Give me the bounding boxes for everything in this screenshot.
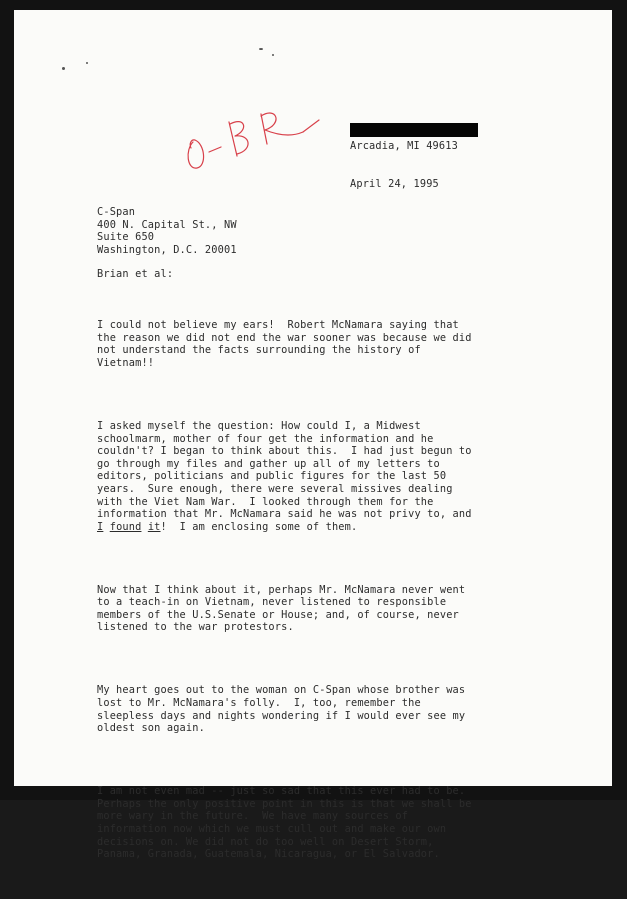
paper-speck [259,48,263,50]
body-line: with the Viet Nam War. I looked through them for the [97,495,434,508]
paper-speck [62,67,65,70]
paper-speck [272,54,274,56]
body-line: Perhaps the only positive point in this is that we shall be [97,797,472,810]
letter-page [14,10,612,861]
paragraph-1 [97,319,472,369]
paper-speck [86,62,88,64]
salutation: Brian et al: [97,268,174,280]
paragraph-4 [97,684,472,734]
address-line: C-Span [97,206,136,218]
address-line: Washington, D.C. 20001 [97,243,237,256]
line-rest: ! I am enclosing some of them. [160,520,358,533]
body-line: information now which we must cull out and make our own [97,822,447,835]
body-line: decisions on. We did not do too well on Desert Storm, [97,835,434,848]
body-line: I could not believe my ears! Robert McNamara saying that [97,319,459,332]
letter-header [350,140,458,190]
body-line-found-it [97,521,472,534]
body-line: years. Sure enough, there were several missives dealing [97,482,453,495]
body-line: Vietnam!! [97,356,155,369]
handwritten-annotation [179,92,329,177]
body-line: the reason we did not end the war sooner was because we did [97,331,472,344]
redacted-sender-name [350,123,478,137]
body-line: I asked myself the question: How could I, a Midwest [97,419,421,432]
body-line: not understand the facts surrounding the history of [97,344,421,357]
body-line: Panama, Granada, Guatemala, Nicaragua, or El Salvador. [97,848,440,861]
letter-date: April 24, 1995 [350,177,439,190]
body-line: My heart goes out to the woman on C-Span whose brother was [97,684,466,697]
body-line: information that Mr. McNamara said he was not privy to, and [97,508,472,521]
recipient-address [97,206,237,256]
letter-body [97,294,472,899]
paragraph-5 [97,785,472,861]
address-line: 400 N. Capital St., NW [97,218,237,231]
body-line: oldest son again. [97,722,205,735]
sender-city: Arcadia, MI 49613 [350,140,458,152]
paragraph-2 [97,420,472,533]
body-line: members of the U.S.Senate or House; and, of course, never [97,608,459,621]
body-line: sleepless days and nights wondering if I would ever see my [97,709,466,722]
body-line: listened to the war protestors. [97,621,294,634]
underlined-word: I [97,520,104,533]
body-line: more wary in the future. We have many sources of [97,810,409,823]
underlined-word: found [109,520,142,533]
body-line: Now that I think about it, perhaps Mr. McNamara never went [97,583,466,596]
address-line: Suite 650 [97,231,155,244]
body-line: I am not even mad -- just so sad that this ever had to be. [97,785,466,798]
body-line: editors, politicians and public figures for the last 50 [97,470,447,483]
underlined-word: it [147,520,161,533]
body-line: lost to Mr. McNamara's folly. I, too, remember the [97,697,421,709]
body-line: go through my files and gather up all of my letters to [97,457,440,470]
body-line: couldn't? I began to think about this. I had just begun to [97,445,472,458]
paragraph-3 [97,584,472,634]
body-line: to a teach-in on Vietnam, never listened to responsible [97,596,447,609]
body-line: schoolmarm, mother of four get the information and he [97,432,434,445]
